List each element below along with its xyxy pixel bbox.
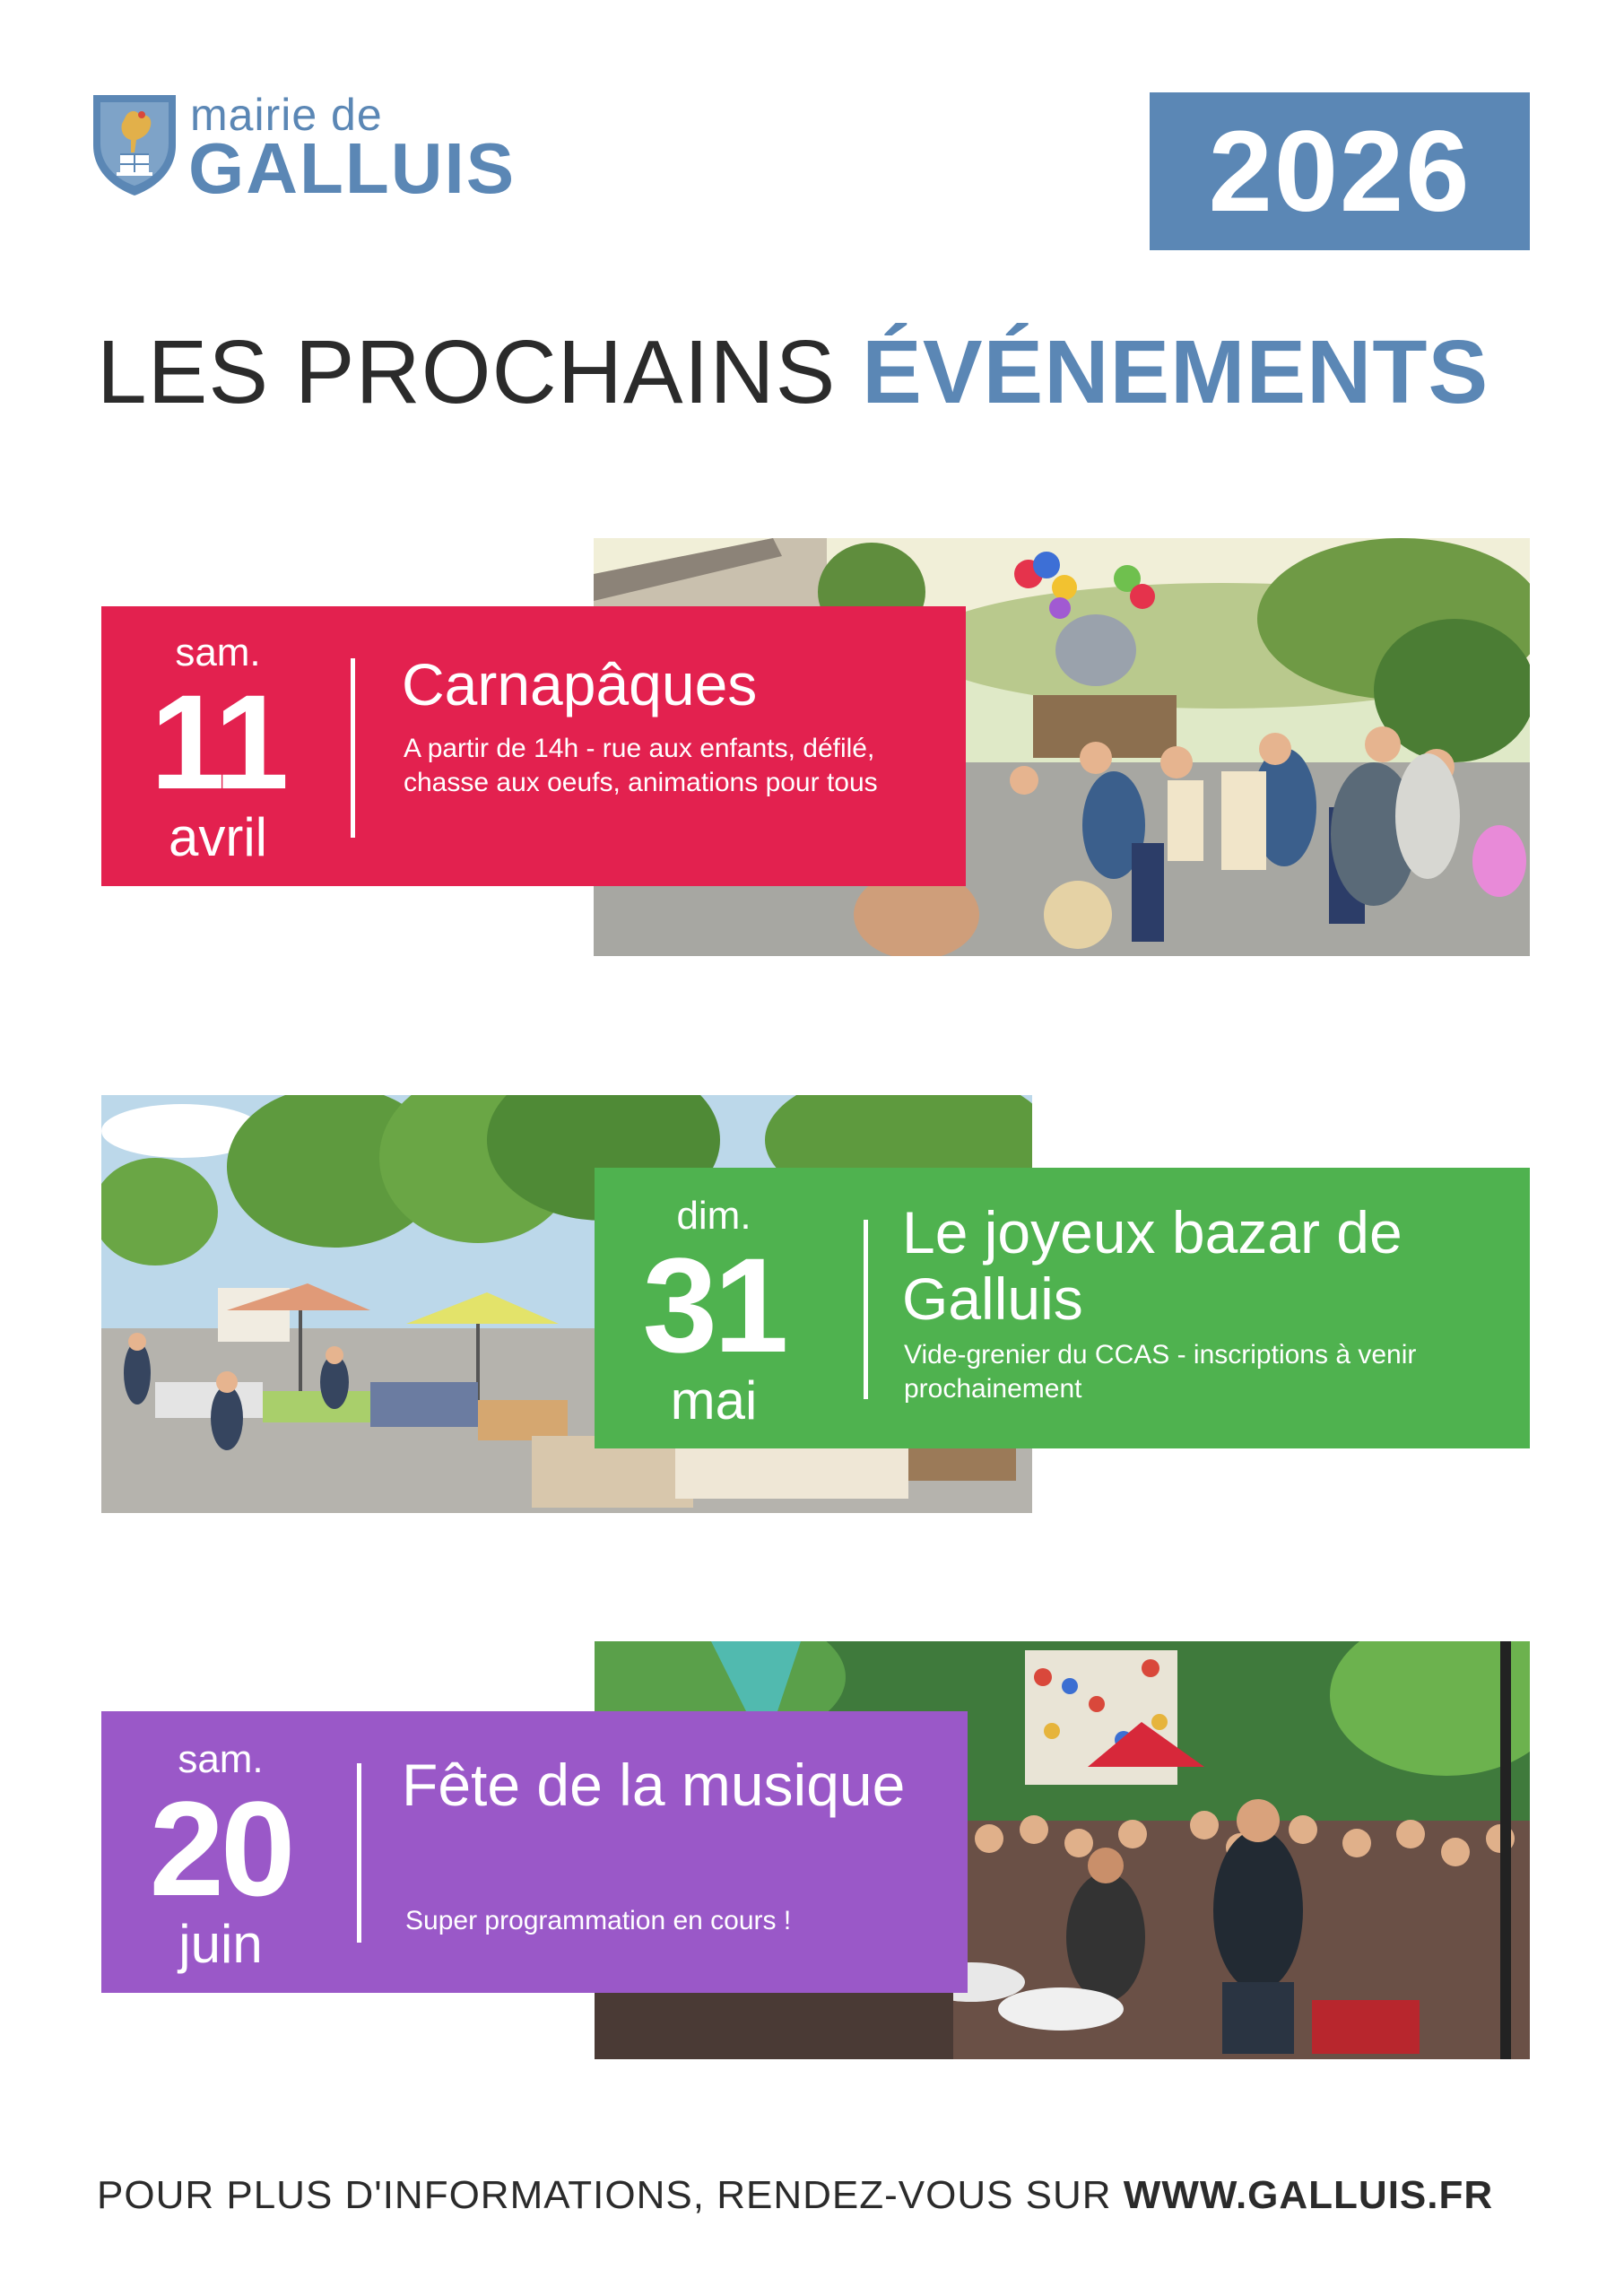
event-2-title: Le joyeux bazar de Galluis (902, 1199, 1403, 1332)
event-3-description: Super programmation en cours ! (405, 1906, 792, 1935)
event-2-date (638, 1195, 790, 1430)
mairie-logo (90, 90, 538, 206)
page-title-bold: ÉVÉNEMENTS (862, 322, 1489, 422)
event-3-title: Fête de la musique (402, 1752, 906, 1818)
event-1-month: avril (168, 807, 267, 867)
event-1-title: Carnapâques (402, 651, 758, 718)
event-2-month: mai (670, 1370, 758, 1431)
event-1-card (101, 606, 966, 886)
event-2-card (595, 1168, 1530, 1448)
event-3-day: 20 (149, 1773, 292, 1924)
event-2-day: 31 (642, 1230, 786, 1380)
page-title (97, 323, 1532, 422)
event-2-description: Vide-grenier du CCAS - inscriptions à venir prochainement (904, 1340, 1417, 1404)
event-1-day: 11 (150, 666, 286, 817)
event-1-description: A partir de 14h - rue aux enfants, défilé, chasse aux oeufs, animations pour tous (404, 734, 878, 797)
year-badge: 2026 (1150, 92, 1530, 250)
event-3-divider (357, 1763, 361, 1943)
footer-info (97, 2169, 1532, 2222)
event-1-day-of-week: sam. (175, 631, 261, 674)
event-2-day-of-week: dim. (676, 1194, 751, 1238)
event-1-date (137, 631, 299, 866)
event-2-divider (864, 1220, 868, 1399)
footer-website-link[interactable]: WWW.GALLUIS.FR (1123, 2173, 1494, 2217)
footer-text: POUR PLUS D'INFORMATIONS, RENDEZ-VOUS SUR (97, 2173, 1124, 2217)
event-1-divider (351, 658, 355, 838)
logo-line-2: GALLUIS (188, 128, 517, 208)
event-3-card (101, 1711, 968, 1993)
event-3-month: juin (178, 1914, 263, 1974)
page-title-light: LES PROCHAINS (97, 322, 863, 422)
event-3-day-of-week: sam. (178, 1737, 264, 1781)
coat-of-arms-icon (90, 90, 179, 197)
logo-line-1: mairie de (190, 90, 383, 140)
event-3-date (135, 1738, 306, 1973)
